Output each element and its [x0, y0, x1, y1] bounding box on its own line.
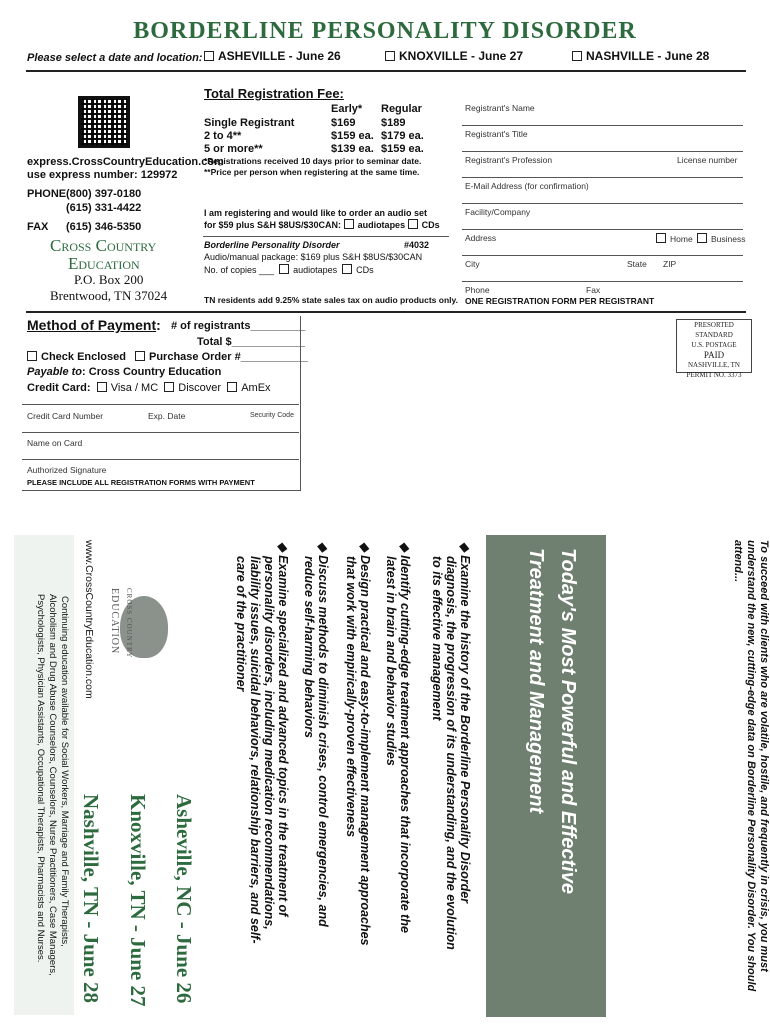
purchase-order-option[interactable]: Purchase Order #___________	[135, 351, 308, 363]
city-label: City	[465, 259, 480, 269]
bullet-item: ◆ Design practical and easy-to-implement management approaches that work with empirically-proven effectiveness	[344, 542, 372, 946]
city-knoxville: Knoxville, TN - June 27	[126, 794, 150, 1007]
signature-label: Authorized Signature	[27, 465, 107, 475]
checkbox-icon[interactable]	[385, 51, 395, 61]
checkbox-icon[interactable]	[697, 233, 707, 243]
phone-label: PHONE	[27, 188, 67, 200]
num-registrants[interactable]: # of registrants_________	[171, 320, 306, 332]
registrant-title-label: Registrant's Title	[465, 129, 528, 139]
company-name-1: Cross Country	[50, 236, 157, 255]
checkbox-icon[interactable]	[344, 219, 354, 229]
form-divider	[26, 311, 746, 313]
fax-label: FAX	[27, 221, 49, 233]
fee-note-2: **Price per person when registering at the same time.	[204, 167, 420, 177]
state-label: State	[627, 259, 647, 269]
divider	[203, 236, 449, 237]
email-input[interactable]	[462, 203, 743, 204]
bullet-item: ◆ Examine the history of the Borderline Personality Disorder diagnosis, the progression of its understanding, and the evolution to its effective management	[430, 542, 472, 950]
payment-heading-row: Method of Payment:	[27, 317, 161, 333]
diamond-icon: ◆	[458, 542, 472, 556]
fee-row-label: 5 or more**	[204, 143, 263, 155]
checkbox-icon[interactable]	[279, 264, 289, 274]
audio-intro-2: for $59 plus S&H $8US/$30CAN: audiotapes CDs	[204, 220, 440, 230]
exp-date-label: Exp. Date	[148, 411, 186, 421]
logo-small-2: EDUCATION	[109, 588, 120, 655]
fee-col-regular: Regular	[381, 103, 422, 115]
company-city: Brentwood, TN 37024	[50, 288, 168, 303]
company-name-2: Education	[68, 254, 140, 273]
fee-row-regular: $179 ea.	[381, 130, 424, 142]
business-option[interactable]: Business	[697, 233, 746, 244]
fee-heading: Total Registration Fee:	[204, 86, 344, 101]
fax-field-label: Fax	[586, 285, 601, 295]
fee-row-regular: $159 ea.	[381, 143, 424, 155]
fee-row-early: $169	[331, 117, 356, 129]
address-input[interactable]	[462, 255, 743, 256]
facility-label: Facility/Company	[465, 207, 531, 217]
fee-col-early: Early*	[331, 103, 363, 115]
registrant-profession-label: Registrant's Profession	[465, 155, 553, 165]
postage-permit: PRESORTED STANDARD U.S. POSTAGE PAID NASHVILLE, TN PERMIT NO. 3373	[676, 319, 752, 373]
checkbox-icon[interactable]	[572, 51, 582, 61]
diamond-icon: ◆	[398, 542, 412, 556]
checkbox-icon[interactable]	[408, 219, 418, 229]
express-number: use express number: 129972	[27, 169, 178, 181]
fee-row-label: 2 to 4**	[204, 130, 242, 142]
fee-row-early: $139 ea.	[331, 143, 374, 155]
city-asheville: Asheville, NC - June 26	[172, 794, 196, 1004]
home-option[interactable]: Home	[656, 233, 693, 244]
registrant-name-input[interactable]	[462, 125, 743, 126]
address-label: Address	[465, 233, 497, 243]
qr-code	[78, 96, 130, 148]
phone-1: (800) 397-0180	[66, 188, 142, 200]
fee-row-regular: $189	[381, 117, 406, 129]
logo-small-1: CROSS COUNTRY	[125, 588, 133, 659]
ce-strip	[14, 535, 74, 1015]
checkbox-icon[interactable]	[204, 51, 214, 61]
audio-package: Audio/manual package: $169 plus S&H $8US/$30CAN	[204, 252, 423, 262]
city-nashville: Nashville, TN - June 28	[79, 794, 103, 1004]
checkbox-icon[interactable]	[656, 233, 666, 243]
profession-input[interactable]	[462, 177, 743, 178]
fee-row-early: $159 ea.	[331, 130, 374, 142]
facility-input[interactable]	[462, 229, 743, 230]
audio-code: #4032	[404, 240, 430, 250]
name-on-card-label: Name on Card	[27, 438, 83, 448]
bullet-item: ◆ Examine specialized and advanced topics in the treatment of personality disorders, including medication recommendations, liability issues, suicidal behaviors, relationship barriers, and self- care of the practitioner	[234, 542, 290, 944]
select-prompt: Please select a date and location:	[27, 52, 203, 64]
diamond-icon: ◆	[276, 542, 290, 556]
diamond-icon: ◆	[316, 542, 330, 556]
tax-note: TN residents add 9.25% state sales tax on audio products only.	[204, 295, 458, 305]
bullet-item: ◆ Identify cutting-edge treatment approaches that incorporate the latest in brain and behavior studies	[384, 542, 412, 933]
header-divider	[26, 70, 746, 72]
fax-number: (615) 346-5350	[66, 221, 142, 233]
website[interactable]: www.CrossCountryEducation.com	[83, 540, 95, 699]
ce-note: Continuing education available for Social Workers, Marriage and Family Therapists, Alcoholism and Drug Abuse Counselors, Counselors, Nurse Practitioners, Case Managers, Psychologists, Physician Assistants, Occupational Therapists, Pharmacists and Nurses.	[35, 594, 70, 976]
license-label: License number	[677, 155, 738, 165]
payment-box	[22, 316, 301, 491]
credit-card-row: Credit Card: Visa / MC Discover AmEx	[27, 382, 271, 394]
bullet-item: ◆ Discuss methods to diminish crises, control emergencies, and reduce self-harming behaviors	[302, 542, 330, 927]
location-asheville[interactable]: ASHEVILLE - June 26	[204, 49, 341, 63]
audio-product: Borderline Personality Disorder	[204, 240, 340, 250]
company-po: P.O. Box 200	[74, 272, 144, 287]
check-enclosed-option[interactable]: Check Enclosed	[27, 351, 126, 363]
brochure-intro: To succeed with clients who are volatile, hostile, and frequently in crisis, you must understand the new, cutting-edge data on Borderline Personality Disorder. You should attend...	[732, 540, 770, 992]
diamond-icon: ◆	[358, 542, 372, 556]
banner-subtitle-2: Treatment and Management	[525, 548, 547, 814]
banner-title-2: Personality Disorder	[606, 538, 650, 930]
zip-label: ZIP	[663, 259, 677, 269]
include-forms-note: PLEASE INCLUDE ALL REGISTRATION FORMS WITH PAYMENT	[27, 478, 255, 487]
total-amount[interactable]: Total $____________	[197, 336, 306, 348]
audio-intro-1: I am registering and would like to order an audio set	[204, 208, 428, 218]
phone-field-label: Phone	[465, 285, 490, 295]
cc-number-label: Credit Card Number	[27, 411, 104, 421]
banner-subtitle-1: Today's Most Powerful and Effective	[557, 548, 579, 894]
checkbox-icon[interactable]	[342, 264, 352, 274]
fee-note-1: *Registrations received 10 days prior to seminar date.	[204, 156, 422, 166]
audio-copies-row: No. of copies ___ audiotapes CDs	[204, 265, 374, 275]
registrant-name-label: Registrant's Name	[465, 103, 535, 113]
location-nashville[interactable]: NASHVILLE - June 28	[572, 49, 709, 63]
express-url: express.CrossCountryEducation.com	[27, 156, 224, 168]
page-title: BORDERLINE PERSONALITY DISORDER	[133, 18, 637, 44]
security-code-label: Security Code	[250, 412, 294, 419]
fee-row-label: Single Registrant	[204, 117, 295, 129]
banner-title-1: Borderline	[650, 538, 694, 739]
payable-row: Payable to: Cross Country Education	[27, 366, 222, 378]
registrant-title-input[interactable]	[462, 151, 743, 152]
phone-2: (615) 331-4422	[66, 202, 142, 214]
city-input[interactable]	[462, 281, 743, 282]
location-knoxville[interactable]: KNOXVILLE - June 27	[385, 49, 523, 63]
one-form-note: ONE REGISTRATION FORM PER REGISTRANT	[465, 296, 655, 306]
email-label: E-Mail Address (for confirmation)	[465, 181, 589, 191]
